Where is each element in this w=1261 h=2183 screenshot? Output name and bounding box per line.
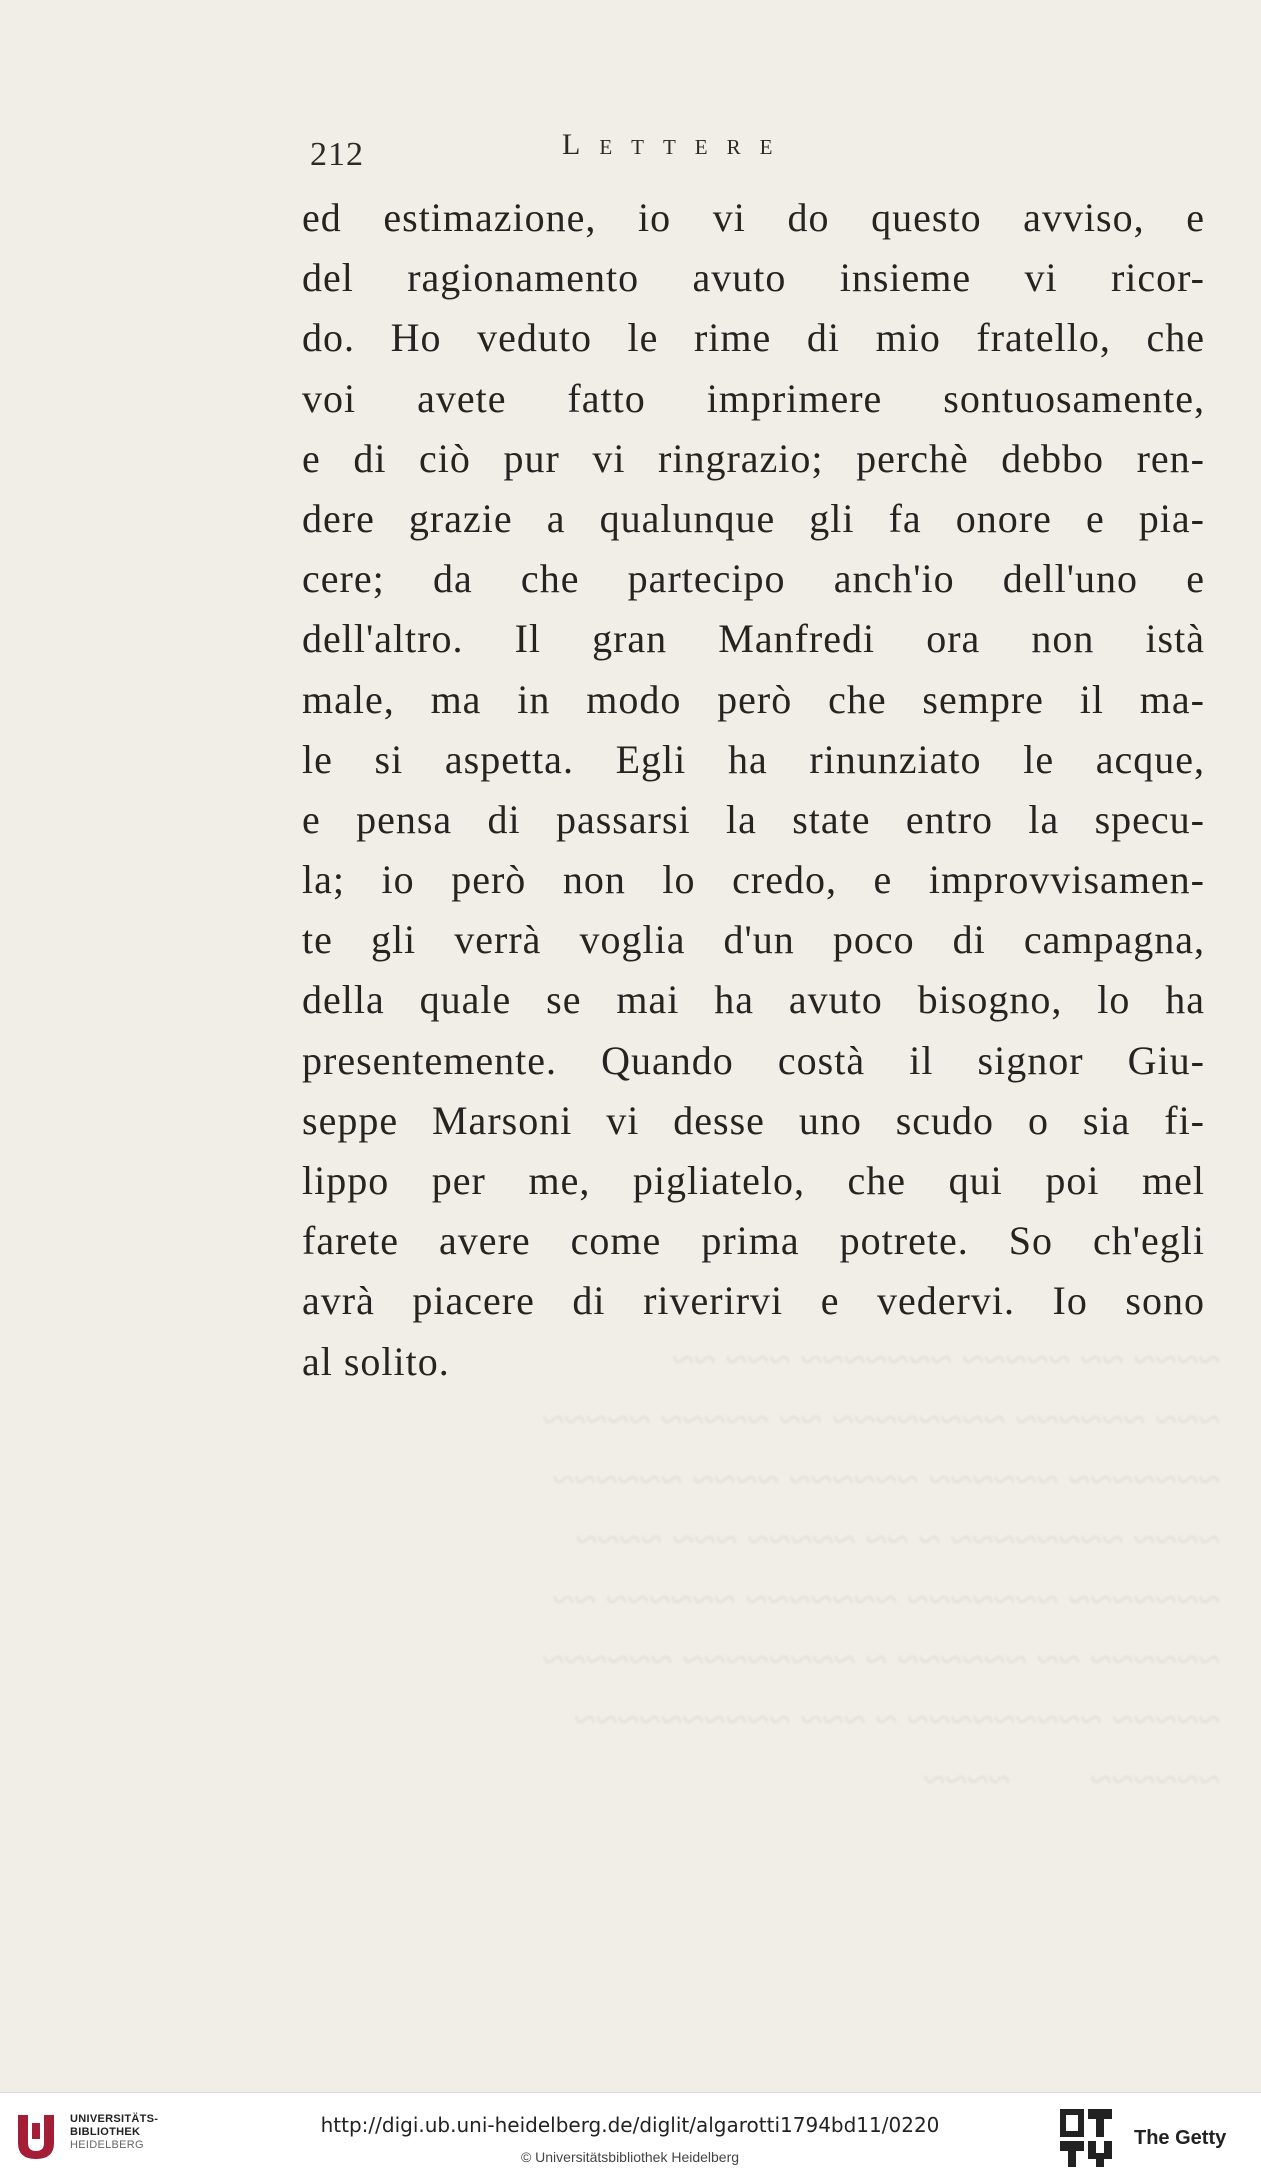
library-name-line: BIBLIOTHEK: [70, 2126, 141, 2138]
text-line: e pensa di passarsi la state entro la specu-: [302, 796, 1205, 842]
page-number: 212: [310, 136, 364, 173]
library-name-line: UNIVERSITÄTS-: [70, 2113, 159, 2125]
text-line: al solito.: [302, 1338, 450, 1384]
text-line: la; io però non lo credo, e improvvisamen-: [302, 857, 1205, 903]
library-name: [70, 2113, 158, 2152]
permalink-url[interactable]: http://digi.ub.uni-heidelberg.de/diglit/algarotti1794bd11/0220: [320, 2113, 940, 2137]
copyright-notice: © Universitätsbibliothek Heidelberg: [520, 2149, 740, 2165]
text-line: farete avere come prima potrete. So ch'egli: [302, 1218, 1205, 1264]
text-line: avrà piacere di riverirvi e vedervi. Io sono: [302, 1278, 1205, 1324]
running-head: [310, 128, 990, 188]
text-line: presentemente. Quando costà il signor Giu-: [302, 1037, 1205, 1083]
text-line: seppe Marsoni vi desse uno scudo o sia fi-: [302, 1097, 1205, 1143]
text-line: male, ma in modo però che sempre il ma-: [302, 676, 1205, 722]
partner-name: The Getty: [1134, 2127, 1227, 2149]
text-line: e di ciò pur vi ringrazio; perchè debbo ren-: [302, 435, 1205, 481]
university-library-logo-icon: [12, 2109, 60, 2165]
bleed-through-texture: ~~~~ ~~ ~~~~~ ~~~~~~~ ~~~ ~~ ~~~ ~~~~~~ ~~~~~~~~ ~~ ~~~~~ ~~~~~ ~~~~~~~ ~~~~~~ ~~~~~~ ~~~~ ~~~~~~ ~~~~ ~~~~~~~~ ~ ~~ ~~~~~ ~~~ ~~~~ ~~~~~~~ ~~~~~~~ ~~~~~~~ ~~~~~~ ~~ ~~~~~~ ~~ ~~~~~~ ~ ~~~~~~~~ ~~~~~~ ~~~~~ ~~~~~~~~~ ~ ~~~ ~~~~~~~~~~ ~~~~~~ ~~~~: [542, 1337, 1220, 1800]
text-line: del ragionamento avuto insieme vi ricor-: [302, 255, 1205, 301]
letter-body: [302, 188, 1205, 1392]
text-line: do. Ho veduto le rime di mio fratello, che: [302, 315, 1205, 361]
text-line: te gli verrà voglia d'un poco di campagna,: [302, 917, 1205, 963]
text-line: le si aspetta. Egli ha rinunziato le acque,: [302, 736, 1205, 782]
viewer-footer: [0, 2092, 1261, 2183]
running-header-title: Lettere: [562, 128, 792, 161]
text-line: ed estimazione, io vi do questo avviso, e: [302, 195, 1205, 240]
text-line: dell'altro. Il gran Manfredi ora non istà: [302, 616, 1205, 662]
library-name-line: HEIDELBERG: [70, 2139, 144, 2151]
text-line: voi avete fatto imprimere sontuosamente,: [302, 375, 1205, 421]
getty-logo-icon: [1058, 2107, 1114, 2169]
text-line: della quale se mai ha avuto bisogno, lo ha: [302, 977, 1205, 1023]
text-line: cere; da che partecipo anch'io dell'uno e: [302, 556, 1205, 602]
text-line: lippo per me, pigliatelo, che qui poi mel: [302, 1158, 1205, 1203]
text-line: dere grazie a qualunque gli fa onore e pia-: [302, 495, 1205, 541]
